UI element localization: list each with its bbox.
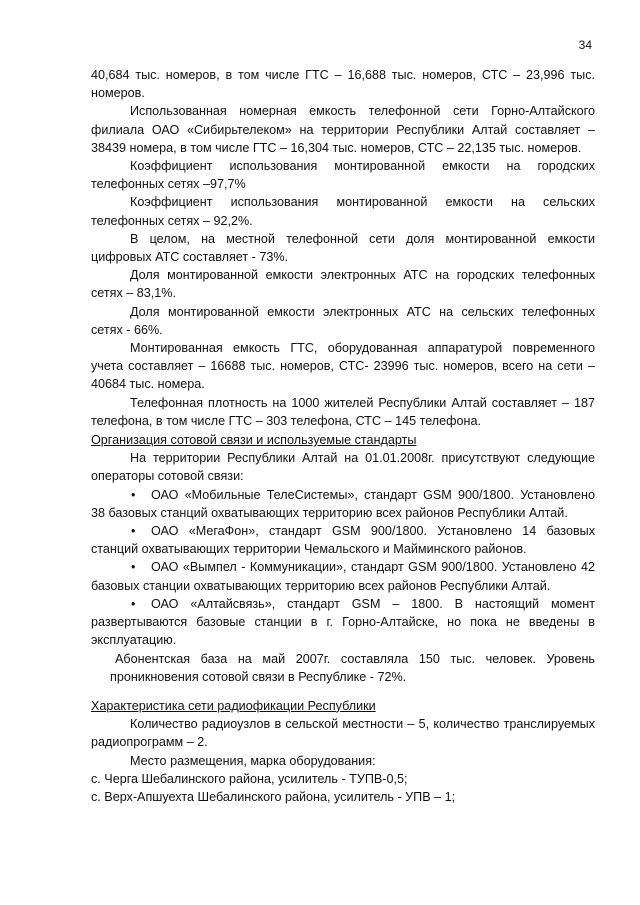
paragraph: с. Черга Шебалинского района, усилитель - ТУПВ-0,5; — [91, 771, 408, 786]
operator-list-item: • ОАО «Мобильные ТелеСистемы», стандарт GSM 900/1800. Установлено 38 базовых станций охватывающих территорию всех районов Республики Алтай. — [91, 486, 595, 522]
operator-list-item: • ОАО «МегаФон», стандарт GSM 900/1800. Установлено 14 базовых станций охватывающих территории Чемальского и Майминского районов. — [91, 522, 595, 558]
paragraph: 40,684 тыс. номеров, в том числе ГТС – 16,688 тыс. номеров, СТС – 23,996 тыс. номеров. — [91, 68, 595, 101]
page-number: 34 — [578, 38, 592, 52]
cellular-summary: Абонентская база на май 2007г. составляла 150 тыс. человек. Уровень проникновения сотовой связи в Республике - 72%. — [110, 651, 595, 684]
cellular-intro: На территории Республики Алтай на 01.01.2008г. присутствуют следующие операторы сотовой связи: — [91, 451, 595, 484]
paragraph: В целом, на местной телефонной сети доля монтированной емкости цифровых АТС составляет - 73%. — [91, 231, 595, 265]
paragraph: Коэффициент использования монтированной емкости на сельских телефонных сетях – 92,2%. — [91, 195, 595, 228]
paragraph: Место размещения, марка оборудования: — [130, 753, 376, 768]
paragraph: Использованная номерная емкость телефонной сети Горно-Алтайского филиала ОАО «Сибирьтелеком» на территории Республики Алтай составляет – 38439 номера, в том числе ГТС – 16,304 тыс. номеров, СТС – 22,135 тыс. номеров. — [91, 104, 595, 155]
paragraph: Коэффициент использования монтированной емкости на городских телефонных сетях –97,7% — [91, 159, 595, 192]
paragraph: Доля монтированной емкости электронных АТС на сельских телефонных сетях - 66%. — [91, 304, 595, 337]
paragraph: Доля монтированной емкости электронных АТС на городских телефонных сетях – 83,1%. — [91, 268, 595, 301]
section-heading-cellular: Организация сотовой связи и используемые стандарты — [91, 433, 417, 448]
operator-list-item: • ОАО «Алтайсвязь», стандарт GSM – 1800. В настоящий момент развертываются базовые станции в г. Горно-Алтайске, но пока не введены в эксплуатацию. — [91, 595, 595, 650]
paragraph: Монтированная емкость ГТС, оборудованная аппаратурой повременного учета составляет – 16688 тыс. номеров, СТС- 23996 тыс. номеров, всего на сети – 40684 тыс. номера. — [91, 341, 595, 392]
section-heading-radio: Характеристика сети радиофикации Республики — [91, 698, 376, 713]
operator-list-item: • ОАО «Вымпел - Коммуникации», стандарт GSM 900/1800. Установлено 42 базовых станции охватывающих территорию всех районов Республики Алтай. — [91, 558, 595, 594]
document-body — [91, 66, 595, 806]
paragraph: Количество радиоузлов в сельской местности – 5, количество транслируемых радиопрограмм – 2. — [91, 717, 595, 750]
paragraph: с. Верх-Апшуехта Шебалинского района, усилитель - УПВ – 1; — [91, 789, 456, 804]
paragraph: Телефонная плотность на 1000 жителей Республики Алтай составляет – 187 телефона, в том числе ГТС – 303 телефона, СТС – 145 телефона. — [91, 395, 595, 428]
section-gap — [91, 686, 595, 696]
